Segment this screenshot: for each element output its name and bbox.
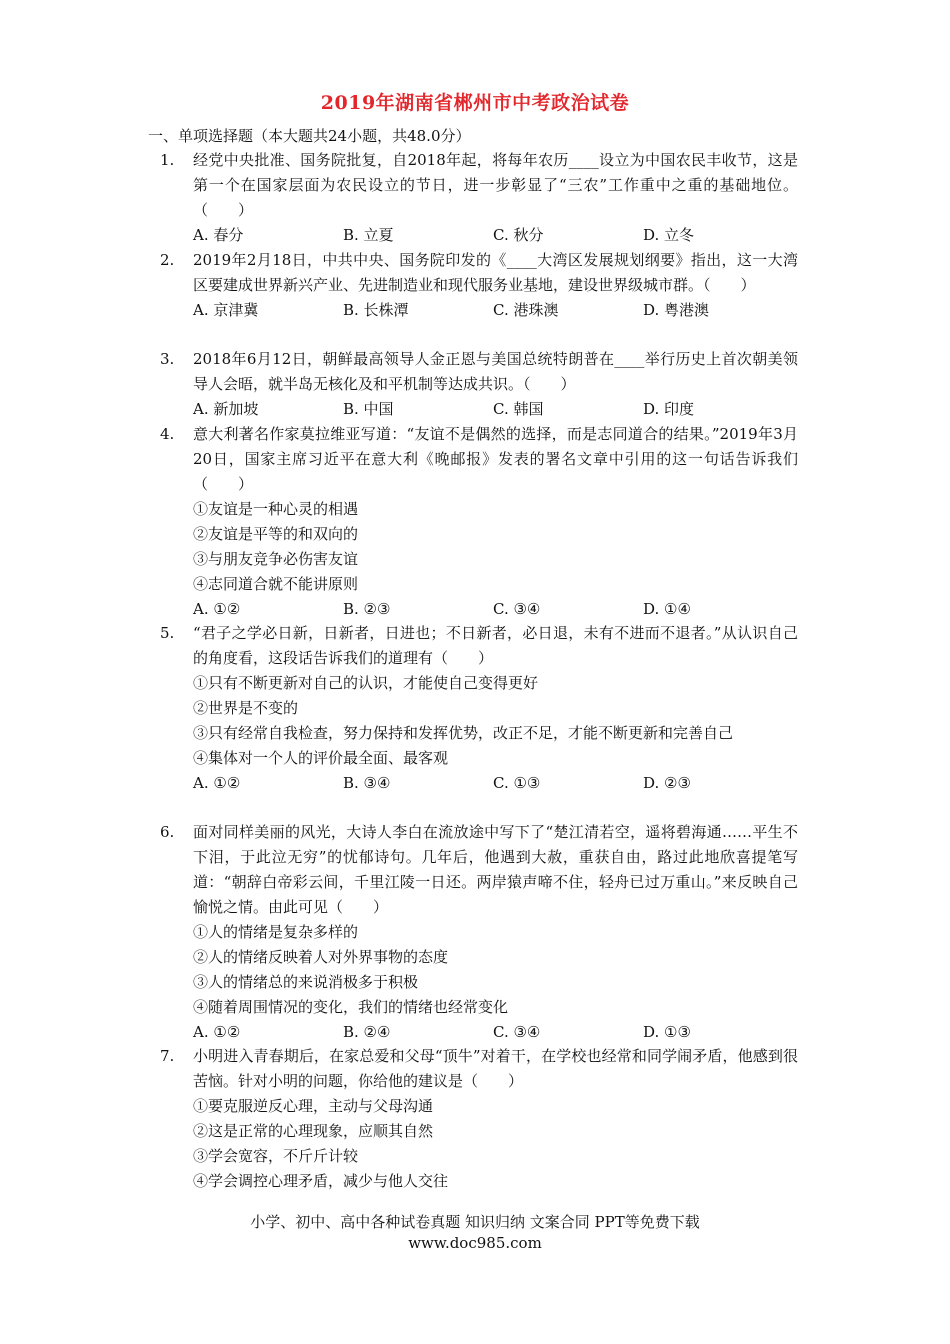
question-number: 3.	[160, 350, 175, 368]
question-5	[148, 621, 798, 796]
option-a: A. ①②	[193, 600, 241, 618]
question-number: 7.	[160, 1047, 175, 1065]
question-text: 2018年6月12日，朝鲜最高领导人金正恩与美国总统特朗普在____举行历史上首次朝美领导人会晤，就半岛无核化及和平机制等达成共识。（ ）	[193, 350, 798, 393]
document-title: 2019年湖南省郴州市中考政治试卷	[320, 92, 630, 114]
statement-1: ①要克服逆反心理，主动与父母沟通	[193, 1097, 434, 1115]
option-b: B. 长株潭	[343, 301, 409, 319]
statement-2: ②友谊是平等的和双向的	[193, 525, 359, 543]
option-a: A. 新加坡	[193, 400, 259, 418]
question-text: 意大利著名作家莫拉维亚写道：“友谊不是偶然的选择，而是志同道合的结果。”2019年3月20日，国家主席习近平在意大利《晚邮报》发表的署名文章中引用的这一句话告诉我们（ ）	[193, 425, 798, 493]
option-b: B. 立夏	[343, 226, 394, 244]
option-d: D. 立冬	[643, 226, 695, 244]
question-text: 经党中央批准、国务院批复，自2018年起，将每年农历____设立为中国农民丰收节，这是第一个在国家层面为农民设立的节日，进一步彰显了“三农”工作重中之重的基础地位。（ ）	[193, 151, 798, 219]
footer-url: www.doc985.com	[408, 1234, 542, 1252]
question-3	[148, 347, 798, 422]
question-number: 6.	[160, 823, 175, 841]
options-row	[193, 771, 798, 796]
option-c: C. 韩国	[493, 400, 544, 418]
statement-1: ①友谊是一种心灵的相遇	[193, 500, 359, 518]
option-b: B. ③④	[343, 774, 391, 792]
option-a: A. ①②	[193, 774, 241, 792]
option-b: B. ②④	[343, 1023, 391, 1041]
statement-3: ③人的情绪总的来说消极多于积极	[193, 973, 419, 991]
options-row	[193, 397, 798, 422]
option-d: D. ②③	[643, 774, 691, 792]
question-number: 4.	[160, 425, 175, 443]
question-1	[148, 148, 798, 248]
option-c: C. 秋分	[493, 226, 544, 244]
question-7	[148, 1044, 798, 1194]
option-b: B. 中国	[343, 400, 394, 418]
statement-3: ③只有经常自我检查，努力保持和发挥优势，改正不足，才能不断更新和完善自己	[193, 724, 734, 742]
section-heading: 一、单项选择题（本大题共24小题，共48.0分）	[148, 127, 471, 145]
option-c: C. ③④	[493, 600, 541, 618]
statement-4: ④志同道合就不能讲原则	[193, 575, 359, 593]
option-a: A. 春分	[193, 226, 244, 244]
statement-1: ①只有不断更新对自己的认识，才能使自己变得更好	[193, 674, 539, 692]
question-text: 2019年2月18日，中共中央、国务院印发的《____大湾区发展规划纲要》指出，这一大湾区要建成世界新兴产业、先进制造业和现代服务业基地，建设世界级城市群。（ ）	[193, 251, 798, 294]
options-row	[193, 1020, 798, 1045]
options-row	[193, 223, 798, 248]
statement-3: ③与朋友竞争必伤害友谊	[193, 550, 359, 568]
question-4	[148, 422, 798, 622]
statement-1: ①人的情绪是复杂多样的	[193, 923, 359, 941]
statement-4: ④随着周围情况的变化，我们的情绪也经常变化	[193, 998, 509, 1016]
option-b: B. ②③	[343, 600, 391, 618]
option-d: D. 印度	[643, 400, 695, 418]
statement-2: ②世界是不变的	[193, 699, 299, 717]
question-text: 小明进入青春期后，在家总爱和父母“顶牛”对着干，在学校也经常和同学闹矛盾，他感到很苦恼。针对小明的问题，你给他的建议是（ ）	[193, 1047, 798, 1090]
option-a: A. 京津冀	[193, 301, 259, 319]
statement-3: ③学会宽容，不斤斤计较	[193, 1147, 359, 1165]
question-6	[148, 820, 798, 1045]
option-d: D. ①③	[643, 1023, 691, 1041]
question-number: 5.	[160, 624, 175, 642]
option-c: C. ①③	[493, 774, 541, 792]
option-d: D. 粤港澳	[643, 301, 710, 319]
question-text: “君子之学必日新，日新者，日进也；不日新者，必日退，未有不进而不退者。”从认识自己的角度看，这段话告诉我们的道理有（ ）	[193, 624, 798, 667]
statement-2: ②这是正常的心理现象，应顺其自然	[193, 1122, 434, 1140]
question-2	[148, 248, 798, 323]
option-c: C. ③④	[493, 1023, 541, 1041]
question-number: 1.	[160, 151, 175, 169]
option-d: D. ①④	[643, 600, 691, 618]
option-c: C. 港珠澳	[493, 301, 559, 319]
question-text: 面对同样美丽的风光，大诗人李白在流放途中写下了“楚江清若空，遥将碧海通……平生不下泪，于此泣无穷”的忧郁诗句。几年后，他遇到大赦，重获自由，路过此地欣喜提笔写道：“朝辞白帝彩云间，千里江陵一日还。两岸猿声啼不住，轻舟已过万重山。”来反映自己愉悦之情。由此可见（ ）	[193, 823, 798, 916]
footer-promo-text: 小学、初中、高中各种试卷真题 知识归纳 文案合同 PPT等免费下载	[250, 1213, 700, 1231]
footer	[0, 1212, 950, 1254]
options-row	[193, 298, 798, 323]
options-row	[193, 597, 798, 622]
statement-4: ④集体对一个人的评价最全面、最客观	[193, 749, 449, 767]
statement-2: ②人的情绪反映着人对外界事物的态度	[193, 948, 449, 966]
statement-4: ④学会调控心理矛盾，减少与他人交往	[193, 1172, 449, 1190]
question-number: 2.	[160, 251, 175, 269]
option-a: A. ①②	[193, 1023, 241, 1041]
